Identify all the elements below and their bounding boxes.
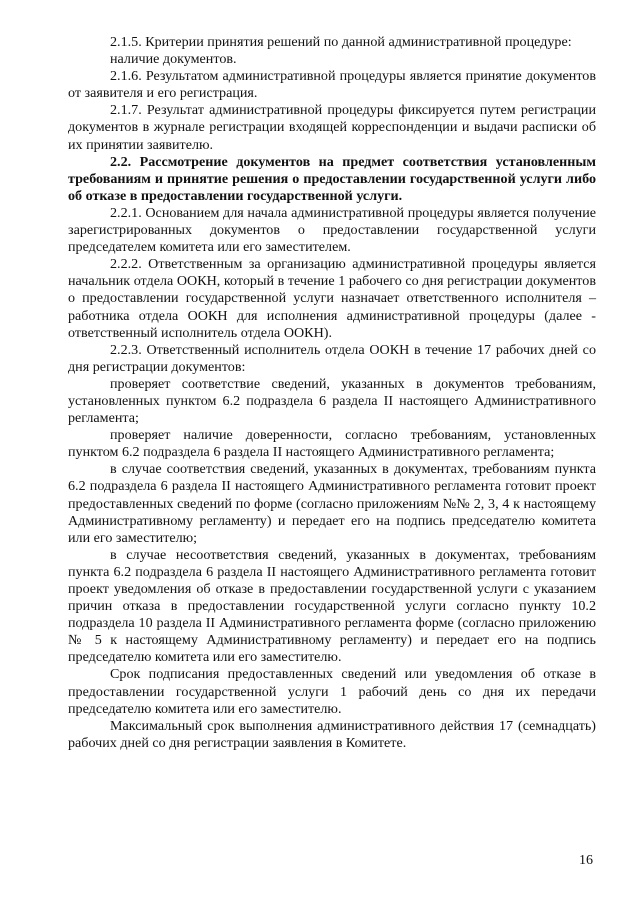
paragraph-2-1-7: 2.1.7. Результат административной процедуры фиксируется путем регистрации документов в журнале регистрации входящей корреспонденции и выдачи расписки об их принятии заявителю. [68,102,596,153]
paragraph-documents-present: наличие документов. [110,51,237,68]
paragraph-checks-power-of-attorney: проверяет наличие доверенности, согласно требованиям, установленных пунктом 6.2 подраздела 6 раздела II настоящего Административного регламента; [68,427,596,461]
paragraph-case-compliant: в случае соответствия сведений, указанных в документах, требованиям пункта 6.2 подраздела 6 раздела II настоящего Административного регламента готовит проект предоставленных сведений по форме (согласно приложениям №№ 2, 3, 4 к настоящему Административному регламенту) и передает его на подпись председателю комитета или его заместителю; [68,461,596,546]
paragraph-2-1-6: 2.1.6. Результатом административной процедуры является принятие документов от заявителя и его регистрация. [68,68,596,102]
paragraph-2-2-2: 2.2.2. Ответственным за организацию административной процедуры является начальник отдела ООКН, который в течение 1 рабочего со дня регистрации документов о предоставлении государственной услуги назначает ответственного исполнителя – работника отдела ООКН для исполнения административной процедуры (далее - ответственный исполнитель отдела ООКН). [68,256,596,341]
section-heading-2-2: 2.2. Рассмотрение документов на предмет соответствия установленным требованиям и принятие решения о предоставлении государственной услуги либо об отказе в предоставлении государственной услуги. [68,153,596,204]
paragraph-max-term: Максимальный срок выполнения административного действия 17 (семнадцать) рабочих дней со дня регистрации заявления в Комитете. [68,717,596,751]
paragraph-checks-compliance: проверяет соответствие сведений, указанных в документов требованиям, установленных пунктом 6.2 подраздела 6 раздела II настоящего Административного регламента; [68,375,596,427]
paragraph-signing-term: Срок подписания предоставленных сведений или уведомления об отказе в предоставлении государственной услуги 1 рабочий день со дня их передачи председателю комитета или его заместителю. [68,666,596,717]
paragraph-2-1-5: 2.1.5. Критерии принятия решений по данной административной процедуре: [110,34,572,50]
paragraph-case-noncompliant: в случае несоответствия сведений, указанных в документах, требованиям пункта 6.2 подраздела 6 раздела II настоящего Административного регламента готовит проект уведомления об отказе в предоставлении государственной услуги с указанием причин отказа в предоставлении государственной услуги согласно пункту 10.2 подраздела 10 раздела II Административного регламента форме (согласно приложению № 5 к настоящему Административному регламенту) и передает его на подпись председателю комитета или его заместителю. [68,546,596,666]
paragraph-2-2-1: 2.2.1. Основанием для начала административной процедуры является получение зарегистрированных документов о предоставлении государственной услуги председателем комитета или его заместителем. [68,204,596,256]
paragraph-2-2-3: 2.2.3. Ответственный исполнитель отдела ООКН в течение 17 рабочих дней со дня регистрации документов: [68,341,596,375]
page-number: 16 [579,853,593,868]
document-page [68,34,596,752]
